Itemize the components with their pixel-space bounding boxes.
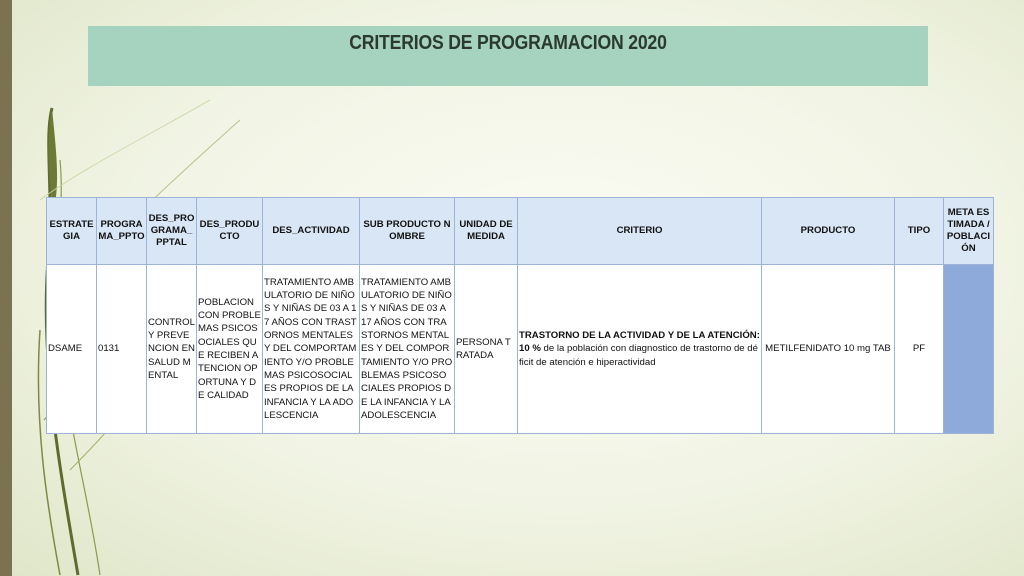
cell-sub-producto-nombre: TRATAMIENTO AMBULATORIO DE NIÑOS Y NIÑAS DE 03 A 17 AÑOS CON TRASTORNOS MENTALES Y DEL COMPORTAMIENTO Y/O PROBLEMAS PSICOSOCIALES PROPIOS DE LA INFANCIA Y LA ADOLESCENCIA [360,265,455,434]
criteria-table [46,197,994,434]
cell-des-programa-pptal: CONTROL Y PREVENCION EN SALUD MENTAL [147,265,197,434]
cell-tipo: PF [895,265,944,434]
header-programa-ppto: PROGRAMA_PPTO [97,198,147,265]
header-des-actividad: DES_ACTIVIDAD [263,198,360,265]
cell-producto: METILFENIDATO 10 mg TAB [762,265,895,434]
table-row [47,265,994,434]
cell-des-actividad: TRATAMIENTO AMBULATORIO DE NIÑOS Y NIÑAS DE 03 A 17 AÑOS CON TRASTORNOS MENTALES Y DEL COMPORTAMIENTO Y/O PROBLEMAS PSICOSOCIALES PROPIOS DE LA INFANCIA Y LA ADOLESCENCIA [263,265,360,434]
cell-unidad-de-medida: PERSONA TRATADA [455,265,518,434]
title-banner [88,26,928,86]
header-estrategia: ESTRATEGIA [47,198,97,265]
cell-meta-estimada [944,265,994,434]
header-des-producto: DES_PRODUCTO [197,198,263,265]
header-sub-producto-nombre: SUB PRODUCTO NOMBRE [360,198,455,265]
criterio-bold-text: TRASTORNO DE LA ACTIVIDAD Y DE LA ATENCIÓN:10 % [519,330,760,355]
header-criterio: CRITERIO [518,198,762,265]
cell-des-producto: POBLACION CON PROBLEMAS PSICOSOCIALES QUE RECIBEN ATENCION OPORTUNA Y DE CALIDAD [197,265,263,434]
page-title: CRITERIOS DE PROGRAMACION 2020 [349,32,667,54]
header-tipo: TIPO [895,198,944,265]
header-producto: PRODUCTO [762,198,895,265]
table-header-row [47,198,994,265]
header-des-programa-pptal: DES_PROGRAMA_PPTAL [147,198,197,265]
header-unidad-de-medida: UNIDAD DE MEDIDA [455,198,518,265]
cell-programa-ppto: 0131 [97,265,147,434]
header-meta-estimada: META ESTIMADA / POBLACIÓN [944,198,994,265]
criterio-text: de la población con diagnostico de trastorno de déficit de atención e hiperactividad [519,343,758,368]
cell-estrategia: DSAME [47,265,97,434]
cell-criterio [518,265,762,434]
